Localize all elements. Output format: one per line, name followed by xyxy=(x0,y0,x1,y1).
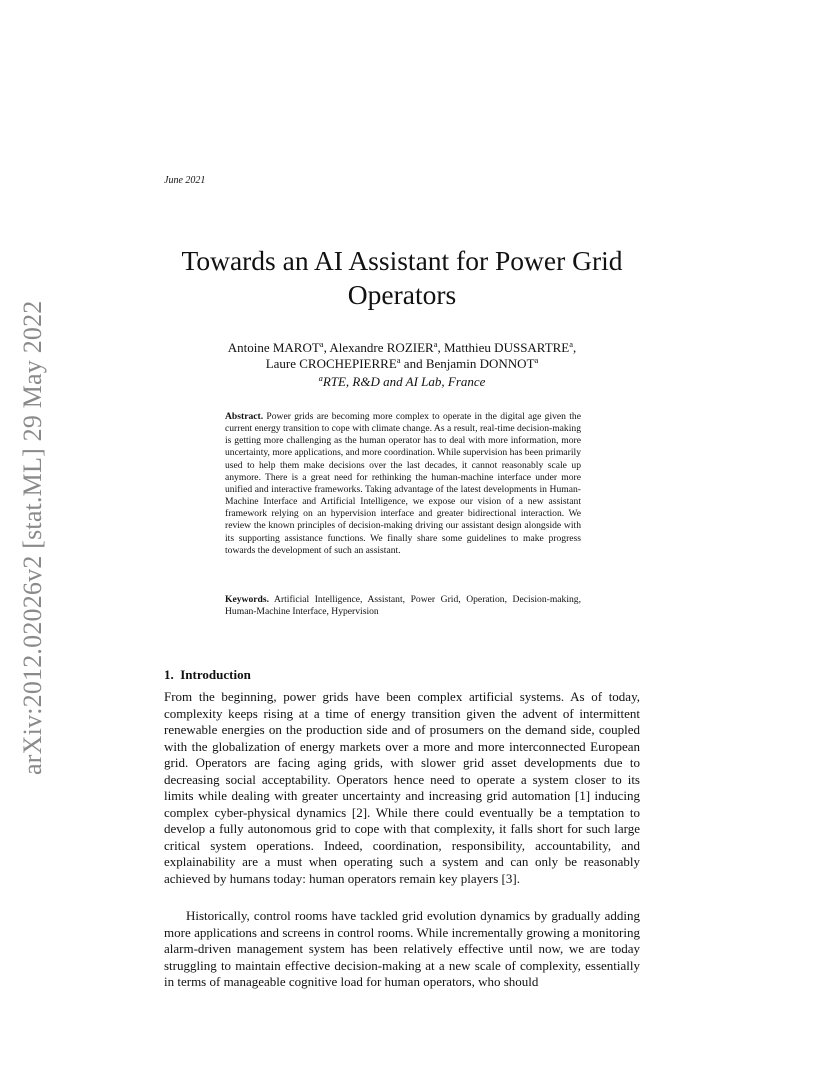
abstract xyxy=(225,411,581,557)
affiliation xyxy=(164,374,640,390)
affiliation-text: RTE, R&D and AI Lab, France xyxy=(322,374,486,389)
author-list xyxy=(164,340,640,371)
author-name: Matthieu DUSSARTRE xyxy=(444,340,570,355)
publication-date: June 2021 xyxy=(164,175,206,186)
keywords-text: Artificial Intelligence, Assistant, Power Grid, Operation, Decision-making, Human-Machine Interface, Hypervision xyxy=(225,594,582,618)
author-separator: , xyxy=(573,340,577,355)
section-title: Introduction xyxy=(180,667,251,682)
affiliation-mark: a xyxy=(318,373,323,383)
affiliation-mark: a xyxy=(569,339,574,349)
author-name: Alexandre ROZIER xyxy=(329,340,434,355)
keywords xyxy=(225,594,581,618)
author-separator: , xyxy=(323,340,330,355)
author-separator: and xyxy=(400,355,426,371)
paper-title: Towards an AI Assistant for Power Grid Operators xyxy=(181,245,623,310)
author-name: Laure CROCHEPIERRE xyxy=(265,355,397,371)
affiliation-mark: a xyxy=(396,354,401,365)
section-number: 1. xyxy=(164,667,174,682)
keywords-label: Keywords. xyxy=(225,594,269,605)
author-name: Antoine MAROT xyxy=(227,340,320,355)
affiliation-mark: a xyxy=(433,339,438,349)
body-paragraph: Historically, control rooms have tackled grid evolution dynamics by gradually adding more applications and screens in control rooms. While incrementally growing a monitoring alarm-driven management system has been relatively effective until now, we are today struggling to maintain effective decision-making at a new scale of complexity, essentially in terms of manageable cognitive load for human operators, who should xyxy=(164,908,640,989)
affiliation-mark: a xyxy=(319,339,324,349)
body-paragraph: From the beginning, power grids have been complex artificial systems. As of today, complexity keeps rising at a time of energy transition given the advent of intermittent renewable energies on the production side and of prosumers on the demand side, coupled with the globalization of energy markets over a more and more interconnected European grid. Operators are facing aging grids, with slower grid asset developments due to decreasing social acceptability. Operators hence need to operate a system closer to its limits while dealing with greater uncertainty and increasing grid automation [1] inducing complex cyber-physical dynamics [2]. While there could eventually be a temptation to develop a fully autonomous grid to cope with that complexity, it falls short for such large critical system operations. Indeed, coordination, responsibility, accountability, and explainability are a must when operating such a system and can only be reasonably achieved by humans today: human operators remain key players [3]. xyxy=(164,689,640,886)
author-separator: , xyxy=(437,340,444,355)
arxiv-identifier-stamp: arXiv:2012.02026v2 [stat.ML] 29 May 2022 xyxy=(18,300,47,775)
abstract-label: Abstract. xyxy=(225,411,264,422)
author-name: Benjamin DONNOT xyxy=(425,355,535,371)
section-heading-introduction xyxy=(164,667,251,683)
affiliation-mark: a xyxy=(534,354,539,365)
abstract-text: Power grids are becoming more complex to operate in the digital age given the current energy transition to cope with climate change. As a result, real-time decision-making is getting more challenging as the human operator has to deal with more information, more uncertainty, more applications, and more coordination. While supervision has been primarily used to help them make decisions over the last decades, it cannot reasonably scale up anymore. There is a great need for rethinking the human-machine interface under more unified and interactive frameworks. Taking advantage of the latest developments in Human-Machine Interface and Artificial Intelligence, we expose our vision of a new assistant framework relying on an hypervision interface and greater bidirectional interaction. We review the known principles of decision-making driving our assistant design alongside with its supporting assistance functions. We finally share some guidelines to make progress towards the development of such an assistant. xyxy=(225,411,581,556)
